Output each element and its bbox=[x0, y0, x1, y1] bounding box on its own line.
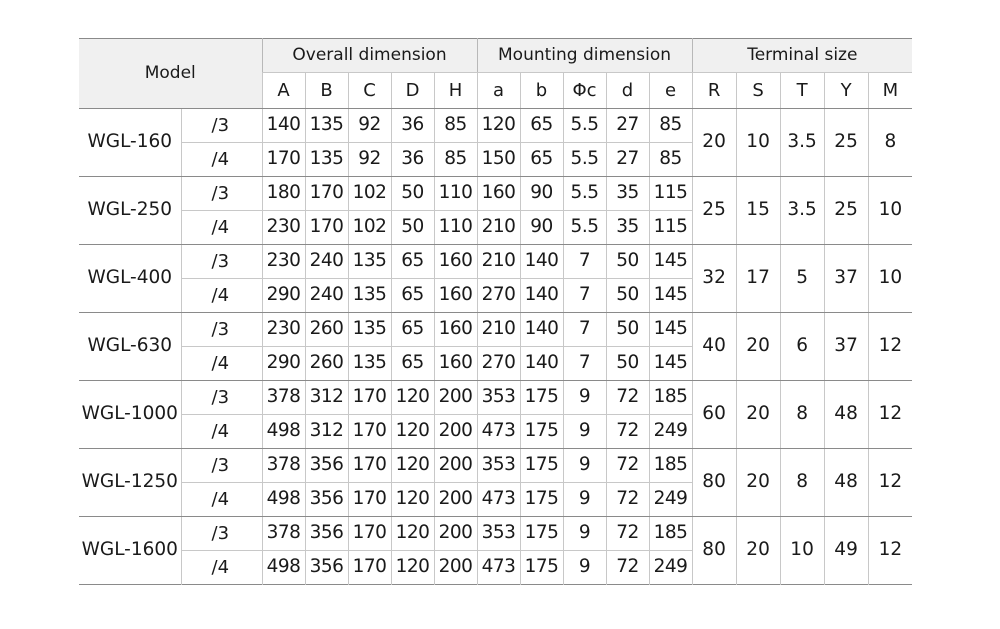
terminal-cell: 48 bbox=[824, 449, 868, 517]
overall-col-header: C bbox=[348, 73, 391, 109]
variant-label: /3 bbox=[181, 109, 262, 143]
terminal-cell: 32 bbox=[692, 245, 736, 313]
terminal-cell: 20 bbox=[736, 381, 780, 449]
dimension-cell: 7 bbox=[563, 245, 606, 279]
terminal-cell: 10 bbox=[736, 109, 780, 177]
variant-label: /4 bbox=[181, 551, 262, 585]
dimension-cell: 353 bbox=[477, 449, 520, 483]
mounting-col-header: Φc bbox=[563, 73, 606, 109]
dimension-cell: 200 bbox=[434, 483, 477, 517]
terminal-cell: 8 bbox=[868, 109, 912, 177]
dimension-cell: 260 bbox=[305, 347, 348, 381]
dimension-cell: 85 bbox=[434, 109, 477, 143]
dimension-cell: 200 bbox=[434, 449, 477, 483]
dimension-cell: 72 bbox=[606, 483, 649, 517]
model-name: WGL-250 bbox=[79, 177, 181, 245]
dimension-cell: 36 bbox=[391, 143, 434, 177]
dimension-cell: 140 bbox=[262, 109, 305, 143]
dimension-cell: 170 bbox=[305, 211, 348, 245]
model-name: WGL-160 bbox=[79, 109, 181, 177]
dimension-cell: 65 bbox=[391, 279, 434, 313]
mounting-col-header: e bbox=[649, 73, 692, 109]
dimension-cell: 473 bbox=[477, 415, 520, 449]
dimension-cell: 249 bbox=[649, 415, 692, 449]
terminal-col-header: T bbox=[780, 73, 824, 109]
dimension-cell: 72 bbox=[606, 517, 649, 551]
dimension-cell: 9 bbox=[563, 449, 606, 483]
model-name: WGL-1600 bbox=[81, 539, 178, 561]
variant-label: /4 bbox=[181, 279, 262, 313]
variant-label: /4 bbox=[181, 483, 262, 517]
terminal-cell: 37 bbox=[824, 313, 868, 381]
dimension-cell: 200 bbox=[434, 381, 477, 415]
dimension-cell: 160 bbox=[434, 279, 477, 313]
dimension-cell: 170 bbox=[348, 415, 391, 449]
dimension-cell: 65 bbox=[520, 143, 563, 177]
dimension-cell: 65 bbox=[391, 313, 434, 347]
dimension-cell: 185 bbox=[649, 517, 692, 551]
dimension-cell: 270 bbox=[477, 347, 520, 381]
dimension-cell: 120 bbox=[477, 109, 520, 143]
dimension-cell: 135 bbox=[305, 109, 348, 143]
dimension-cell: 9 bbox=[563, 551, 606, 585]
dimension-cell: 50 bbox=[606, 347, 649, 381]
dimension-cell: 175 bbox=[520, 483, 563, 517]
dimension-cell: 27 bbox=[606, 143, 649, 177]
terminal-cell: 25 bbox=[824, 109, 868, 177]
dimension-cell: 92 bbox=[348, 109, 391, 143]
dimension-cell: 356 bbox=[305, 517, 348, 551]
dimension-cell: 140 bbox=[520, 245, 563, 279]
dimension-cell: 170 bbox=[348, 381, 391, 415]
dimension-cell: 249 bbox=[649, 551, 692, 585]
mounting-col-header: d bbox=[606, 73, 649, 109]
dimension-cell: 27 bbox=[606, 109, 649, 143]
dimension-cell: 145 bbox=[649, 313, 692, 347]
dimension-cell: 160 bbox=[434, 245, 477, 279]
dimension-cell: 50 bbox=[391, 177, 434, 211]
dimension-cell: 150 bbox=[477, 143, 520, 177]
table-row bbox=[79, 177, 912, 211]
dimension-cell: 210 bbox=[477, 313, 520, 347]
dimension-cell: 50 bbox=[391, 211, 434, 245]
dimension-cell: 85 bbox=[649, 143, 692, 177]
dimension-cell: 175 bbox=[520, 449, 563, 483]
variant-label: /3 bbox=[181, 245, 262, 279]
dimension-cell: 180 bbox=[262, 177, 305, 211]
dimension-cell: 175 bbox=[520, 415, 563, 449]
dimension-cell: 115 bbox=[649, 211, 692, 245]
terminal-cell: 20 bbox=[736, 517, 780, 585]
dimension-cell: 120 bbox=[391, 517, 434, 551]
dimension-cell: 353 bbox=[477, 517, 520, 551]
dimension-cell: 260 bbox=[305, 313, 348, 347]
terminal-cell: 60 bbox=[692, 381, 736, 449]
model-name: WGL-1000 bbox=[79, 381, 181, 449]
dimension-cell: 200 bbox=[434, 551, 477, 585]
terminal-cell: 37 bbox=[824, 245, 868, 313]
dimension-cell: 110 bbox=[434, 177, 477, 211]
dimension-cell: 175 bbox=[520, 551, 563, 585]
dimension-cell: 249 bbox=[649, 483, 692, 517]
terminal-cell: 17 bbox=[736, 245, 780, 313]
dimension-cell: 210 bbox=[477, 245, 520, 279]
dimension-cell: 378 bbox=[262, 449, 305, 483]
terminal-cell: 48 bbox=[824, 381, 868, 449]
dimension-cell: 498 bbox=[262, 551, 305, 585]
terminal-cell: 80 bbox=[692, 517, 736, 585]
dimension-cell: 312 bbox=[305, 381, 348, 415]
dimension-cell: 378 bbox=[262, 381, 305, 415]
dimension-cell: 185 bbox=[649, 449, 692, 483]
dimension-cell: 35 bbox=[606, 211, 649, 245]
terminal-col-header: M bbox=[868, 73, 912, 109]
dimension-cell: 230 bbox=[262, 313, 305, 347]
dimension-cell: 210 bbox=[477, 211, 520, 245]
dimension-cell: 200 bbox=[434, 415, 477, 449]
dimension-cell: 353 bbox=[477, 381, 520, 415]
model-name: WGL-400 bbox=[79, 245, 181, 313]
dimension-cell: 170 bbox=[348, 449, 391, 483]
dimension-cell: 5.5 bbox=[563, 177, 606, 211]
dimension-cell: 498 bbox=[262, 415, 305, 449]
terminal-cell: 3.5 bbox=[780, 177, 824, 245]
terminal-cell: 10 bbox=[868, 245, 912, 313]
table-row bbox=[79, 109, 912, 143]
terminal-cell: 8 bbox=[780, 381, 824, 449]
terminal-cell: 25 bbox=[824, 177, 868, 245]
mounting-dimension-header: Mounting dimension bbox=[477, 39, 692, 73]
dimension-cell: 92 bbox=[348, 143, 391, 177]
dimension-cell: 5.5 bbox=[563, 211, 606, 245]
dimension-cell: 145 bbox=[649, 245, 692, 279]
variant-label: /3 bbox=[181, 517, 262, 551]
dimension-cell: 230 bbox=[262, 211, 305, 245]
dimension-cell: 170 bbox=[262, 143, 305, 177]
dimension-cell: 9 bbox=[563, 415, 606, 449]
terminal-size-header: Terminal size bbox=[692, 39, 912, 73]
dimension-cell: 473 bbox=[477, 551, 520, 585]
dimension-cell: 120 bbox=[391, 415, 434, 449]
table-row bbox=[79, 245, 912, 279]
terminal-cell: 49 bbox=[824, 517, 868, 585]
dimension-cell: 102 bbox=[348, 177, 391, 211]
overall-col-header: D bbox=[391, 73, 434, 109]
terminal-cell: 80 bbox=[692, 449, 736, 517]
dimension-cell: 356 bbox=[305, 449, 348, 483]
dimension-cell: 72 bbox=[606, 551, 649, 585]
dimension-cell: 145 bbox=[649, 347, 692, 381]
dimension-cell: 110 bbox=[434, 211, 477, 245]
dimension-cell: 240 bbox=[305, 245, 348, 279]
dimension-cell: 170 bbox=[348, 517, 391, 551]
dimension-cell: 65 bbox=[391, 245, 434, 279]
dimension-cell: 290 bbox=[262, 347, 305, 381]
dimension-cell: 120 bbox=[391, 551, 434, 585]
overall-col-header: A bbox=[262, 73, 305, 109]
terminal-cell: 20 bbox=[692, 109, 736, 177]
variant-label: /4 bbox=[181, 211, 262, 245]
dimension-cell: 160 bbox=[477, 177, 520, 211]
terminal-col-header: S bbox=[736, 73, 780, 109]
dimension-cell: 160 bbox=[434, 347, 477, 381]
terminal-cell: 20 bbox=[736, 313, 780, 381]
dimension-cell: 85 bbox=[649, 109, 692, 143]
dimension-cell: 356 bbox=[305, 483, 348, 517]
dimension-cell: 7 bbox=[563, 347, 606, 381]
table-row bbox=[79, 381, 912, 415]
dimension-cell: 356 bbox=[305, 551, 348, 585]
dimension-cell: 170 bbox=[305, 177, 348, 211]
dimension-cell: 175 bbox=[520, 381, 563, 415]
dimension-cell: 35 bbox=[606, 177, 649, 211]
variant-label: /4 bbox=[181, 347, 262, 381]
mounting-col-header: b bbox=[520, 73, 563, 109]
dimension-cell: 65 bbox=[391, 347, 434, 381]
dimension-cell: 115 bbox=[649, 177, 692, 211]
terminal-cell: 25 bbox=[692, 177, 736, 245]
table-row bbox=[79, 313, 912, 347]
dimension-cell: 170 bbox=[348, 483, 391, 517]
model-name: WGL-630 bbox=[79, 313, 181, 381]
dimension-cell: 175 bbox=[520, 517, 563, 551]
terminal-cell: 10 bbox=[868, 177, 912, 245]
dimension-cell: 270 bbox=[477, 279, 520, 313]
dimension-cell: 185 bbox=[649, 381, 692, 415]
dimension-cell: 5.5 bbox=[563, 109, 606, 143]
terminal-cell: 15 bbox=[736, 177, 780, 245]
dimension-cell: 90 bbox=[520, 177, 563, 211]
dimension-cell: 312 bbox=[305, 415, 348, 449]
terminal-cell: 3.5 bbox=[780, 109, 824, 177]
dimension-cell: 290 bbox=[262, 279, 305, 313]
dimension-cell: 7 bbox=[563, 313, 606, 347]
model-header: Model bbox=[79, 39, 262, 109]
dimension-cell: 230 bbox=[262, 245, 305, 279]
dimension-cell: 473 bbox=[477, 483, 520, 517]
dimension-cell: 72 bbox=[606, 449, 649, 483]
dimension-cell: 135 bbox=[348, 313, 391, 347]
terminal-cell: 6 bbox=[780, 313, 824, 381]
dimension-cell: 50 bbox=[606, 279, 649, 313]
dimension-table bbox=[79, 38, 912, 585]
terminal-cell: 20 bbox=[736, 449, 780, 517]
dimension-cell: 50 bbox=[606, 245, 649, 279]
dimension-cell: 9 bbox=[563, 483, 606, 517]
terminal-cell: 40 bbox=[692, 313, 736, 381]
dimension-cell: 160 bbox=[434, 313, 477, 347]
dimension-cell: 36 bbox=[391, 109, 434, 143]
overall-col-header: H bbox=[434, 73, 477, 109]
dimension-cell: 85 bbox=[434, 143, 477, 177]
terminal-cell: 12 bbox=[868, 449, 912, 517]
dimension-cell: 135 bbox=[348, 279, 391, 313]
terminal-cell: 5 bbox=[780, 245, 824, 313]
terminal-col-header: R bbox=[692, 73, 736, 109]
variant-label: /3 bbox=[181, 381, 262, 415]
dimension-cell: 170 bbox=[348, 551, 391, 585]
variant-label: /4 bbox=[181, 415, 262, 449]
dimension-cell: 120 bbox=[391, 483, 434, 517]
dimension-cell: 65 bbox=[520, 109, 563, 143]
dimension-cell: 140 bbox=[520, 313, 563, 347]
terminal-cell: 8 bbox=[780, 449, 824, 517]
terminal-cell: 12 bbox=[868, 381, 912, 449]
dimension-cell: 7 bbox=[563, 279, 606, 313]
dimension-cell: 120 bbox=[391, 449, 434, 483]
variant-label: /3 bbox=[181, 313, 262, 347]
dimension-cell: 135 bbox=[348, 347, 391, 381]
dimension-cell: 200 bbox=[434, 517, 477, 551]
overall-col-header: B bbox=[305, 73, 348, 109]
dimension-cell: 72 bbox=[606, 415, 649, 449]
terminal-cell: 10 bbox=[780, 517, 824, 585]
dimension-cell: 9 bbox=[563, 517, 606, 551]
variant-label: /4 bbox=[181, 143, 262, 177]
variant-label: /3 bbox=[181, 177, 262, 211]
model-name: WGL-1250 bbox=[79, 449, 181, 517]
variant-label: /3 bbox=[181, 449, 262, 483]
dimension-cell: 145 bbox=[649, 279, 692, 313]
dimension-cell: 102 bbox=[348, 211, 391, 245]
dimension-cell: 140 bbox=[520, 347, 563, 381]
dimension-cell: 140 bbox=[520, 279, 563, 313]
dimension-cell: 50 bbox=[606, 313, 649, 347]
dimension-cell: 72 bbox=[606, 381, 649, 415]
mounting-col-header: a bbox=[477, 73, 520, 109]
table-row bbox=[79, 449, 912, 483]
dimension-cell: 5.5 bbox=[563, 143, 606, 177]
terminal-cell: 12 bbox=[868, 517, 912, 585]
dimension-cell: 90 bbox=[520, 211, 563, 245]
dimension-cell: 9 bbox=[563, 381, 606, 415]
dimension-cell: 498 bbox=[262, 483, 305, 517]
dimension-cell: 240 bbox=[305, 279, 348, 313]
dimension-cell: 120 bbox=[391, 381, 434, 415]
terminal-col-header: Y bbox=[824, 73, 868, 109]
dimension-cell: 378 bbox=[262, 517, 305, 551]
overall-dimension-header: Overall dimension bbox=[262, 39, 477, 73]
dimension-cell: 135 bbox=[348, 245, 391, 279]
table-row bbox=[79, 517, 912, 551]
terminal-cell: 12 bbox=[868, 313, 912, 381]
dimension-cell: 135 bbox=[305, 143, 348, 177]
